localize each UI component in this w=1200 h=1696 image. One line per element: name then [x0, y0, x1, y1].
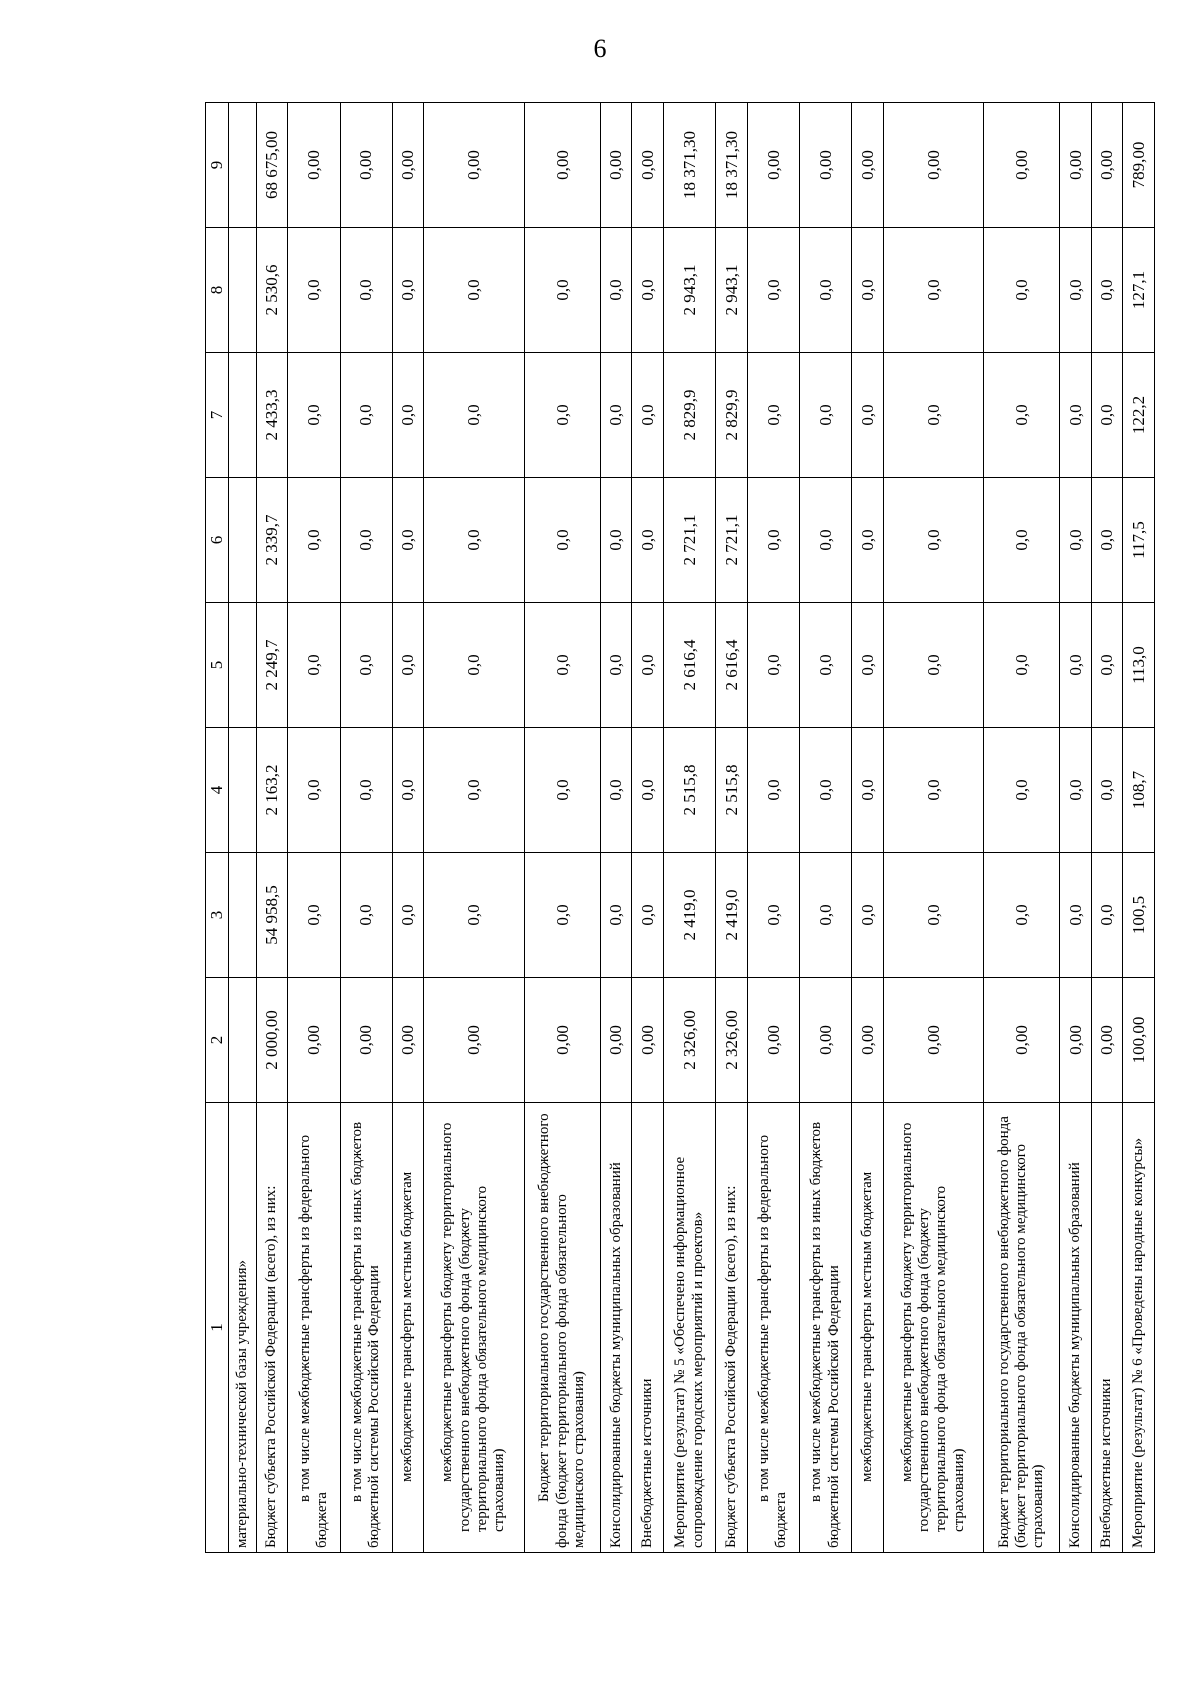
- value-cell-col-3: 0,0: [424, 853, 524, 978]
- value-cell-col-3: 2 419,0: [663, 853, 715, 978]
- value-cell-col-8: 0,0: [340, 228, 392, 353]
- table-row: [663, 103, 715, 1553]
- table-row: [524, 103, 600, 1553]
- column-header-6: 6: [206, 478, 229, 603]
- value-cell-col-9: 68 675,00: [256, 103, 287, 228]
- value-cell-col-2: 2 326,00: [663, 978, 715, 1103]
- value-cell-col-8: 2 943,1: [663, 228, 715, 353]
- table-row: [883, 103, 983, 1553]
- value-cell-col-7: 0,0: [747, 353, 799, 478]
- table-row: [392, 103, 423, 1553]
- value-cell-col-3: [228, 853, 256, 978]
- value-cell-col-4: 0,0: [883, 728, 983, 853]
- value-cell-col-2: 0,00: [747, 978, 799, 1103]
- value-cell-col-4: 2 515,8: [716, 728, 747, 853]
- value-cell-col-9: 0,00: [799, 103, 851, 228]
- value-cell-col-5: 2 249,7: [256, 603, 287, 728]
- column-header-9: 9: [206, 103, 229, 228]
- row-label: межбюджетные трансферты бюджету территориального государственного внебюджетного фонда (бюджету территориального фонда обязательного медицинского страхования): [424, 1103, 524, 1553]
- value-cell-col-9: 789,00: [1123, 103, 1155, 228]
- value-cell-col-5: [228, 603, 256, 728]
- table-row: [228, 103, 256, 1553]
- value-cell-col-8: 0,0: [799, 228, 851, 353]
- value-cell-col-8: 0,0: [883, 228, 983, 353]
- value-cell-col-7: 0,0: [392, 353, 423, 478]
- column-header-7: 7: [206, 353, 229, 478]
- value-cell-col-6: 0,0: [1091, 478, 1122, 603]
- value-cell-col-3: 2 419,0: [716, 853, 747, 978]
- header-row: [206, 103, 229, 1553]
- value-cell-col-7: 2 829,9: [663, 353, 715, 478]
- value-cell-col-6: 0,0: [392, 478, 423, 603]
- value-cell-col-9: 0,00: [601, 103, 632, 228]
- value-cell-col-2: 0,00: [883, 978, 983, 1103]
- value-cell-col-4: 108,7: [1123, 728, 1155, 853]
- row-label: в том числе межбюджетные трансферты из иных бюджетов бюджетной системы Российской Федерации: [799, 1103, 851, 1553]
- table-row: [256, 103, 287, 1553]
- row-label: Консолидированные бюджеты муниципальных образований: [1060, 1103, 1091, 1553]
- value-cell-col-2: 0,00: [632, 978, 663, 1103]
- value-cell-col-2: 0,00: [984, 978, 1060, 1103]
- value-cell-col-4: 0,0: [424, 728, 524, 853]
- value-cell-col-8: 0,0: [632, 228, 663, 353]
- value-cell-col-7: 0,0: [1060, 353, 1091, 478]
- value-cell-col-2: 0,00: [288, 978, 340, 1103]
- value-cell-col-9: 0,00: [392, 103, 423, 228]
- value-cell-col-4: 0,0: [288, 728, 340, 853]
- value-cell-col-7: 0,0: [524, 353, 600, 478]
- value-cell-col-7: 0,0: [424, 353, 524, 478]
- value-cell-col-9: 0,00: [340, 103, 392, 228]
- value-cell-col-4: 2 163,2: [256, 728, 287, 853]
- value-cell-col-2: [228, 978, 256, 1103]
- column-header-5: 5: [206, 603, 229, 728]
- value-cell-col-5: 0,0: [799, 603, 851, 728]
- table-row: [747, 103, 799, 1553]
- value-cell-col-2: 0,00: [340, 978, 392, 1103]
- row-label: Бюджет территориального государственного внебюджетного фонда (бюджет территориального фонда обязательного медицинского страхования): [524, 1103, 600, 1553]
- value-cell-col-7: 0,0: [852, 353, 883, 478]
- value-cell-col-3: 0,0: [747, 853, 799, 978]
- value-cell-col-7: 0,0: [288, 353, 340, 478]
- value-cell-col-6: 0,0: [632, 478, 663, 603]
- column-header-2: 2: [206, 978, 229, 1103]
- table-row: [340, 103, 392, 1553]
- value-cell-col-5: 0,0: [340, 603, 392, 728]
- value-cell-col-4: 0,0: [392, 728, 423, 853]
- value-cell-col-4: 0,0: [524, 728, 600, 853]
- row-label: межбюджетные трансферты местным бюджетам: [852, 1103, 883, 1553]
- value-cell-col-9: 0,00: [288, 103, 340, 228]
- value-cell-col-8: 0,0: [288, 228, 340, 353]
- row-label: межбюджетные трансферты местным бюджетам: [392, 1103, 423, 1553]
- column-header-3: 3: [206, 853, 229, 978]
- value-cell-col-5: 0,0: [601, 603, 632, 728]
- value-cell-col-9: 0,00: [524, 103, 600, 228]
- value-cell-col-3: 0,0: [524, 853, 600, 978]
- value-cell-col-2: 2 000,00: [256, 978, 287, 1103]
- table-body: [228, 103, 1154, 1553]
- value-cell-col-5: 0,0: [984, 603, 1060, 728]
- value-cell-col-6: 0,0: [1060, 478, 1091, 603]
- value-cell-col-7: 0,0: [340, 353, 392, 478]
- value-cell-col-6: 2 721,1: [663, 478, 715, 603]
- value-cell-col-3: 0,0: [340, 853, 392, 978]
- value-cell-col-8: 2 943,1: [716, 228, 747, 353]
- value-cell-col-3: 54 958,5: [256, 853, 287, 978]
- table-row: [601, 103, 632, 1553]
- value-cell-col-9: 0,00: [424, 103, 524, 228]
- value-cell-col-2: 100,00: [1123, 978, 1155, 1103]
- value-cell-col-4: [228, 728, 256, 853]
- row-label: Внебюджетные источники: [1091, 1103, 1122, 1553]
- value-cell-col-8: 0,0: [524, 228, 600, 353]
- row-label: межбюджетные трансферты бюджету территориального государственного внебюджетного фонда (бюджету территориального фонда обязательного медицинского страхования): [883, 1103, 983, 1553]
- value-cell-col-5: 0,0: [392, 603, 423, 728]
- value-cell-col-5: 0,0: [883, 603, 983, 728]
- column-header-1: 1: [206, 1103, 229, 1553]
- value-cell-col-6: 0,0: [601, 478, 632, 603]
- value-cell-col-2: 2 326,00: [716, 978, 747, 1103]
- row-label: Мероприятие (результат) № 5 «Обеспечено информационное сопровождение городских мероприятий и проектов»: [663, 1103, 715, 1553]
- value-cell-col-2: 0,00: [799, 978, 851, 1103]
- value-cell-col-2: 0,00: [1060, 978, 1091, 1103]
- row-label: Бюджет территориального государственного внебюджетного фонда (бюджет территориального фонда обязательного медицинского страхования): [984, 1103, 1060, 1553]
- value-cell-col-2: 0,00: [392, 978, 423, 1103]
- value-cell-col-2: 0,00: [601, 978, 632, 1103]
- value-cell-col-2: 0,00: [852, 978, 883, 1103]
- value-cell-col-8: 0,0: [1060, 228, 1091, 353]
- value-cell-col-5: 0,0: [524, 603, 600, 728]
- rotated-table-container: [205, 103, 1155, 1553]
- column-header-4: 4: [206, 728, 229, 853]
- value-cell-col-8: 0,0: [747, 228, 799, 353]
- value-cell-col-6: 0,0: [524, 478, 600, 603]
- value-cell-col-7: 122,2: [1123, 353, 1155, 478]
- value-cell-col-9: [228, 103, 256, 228]
- value-cell-col-6: 0,0: [424, 478, 524, 603]
- value-cell-col-5: 0,0: [1091, 603, 1122, 728]
- value-cell-col-5: 0,0: [852, 603, 883, 728]
- value-cell-col-8: 0,0: [852, 228, 883, 353]
- value-cell-col-6: 0,0: [340, 478, 392, 603]
- table-row: [1091, 103, 1122, 1553]
- table-row: [1060, 103, 1091, 1553]
- value-cell-col-4: 2 515,8: [663, 728, 715, 853]
- row-label: Мероприятие (результат) № 6 «Проведены народные конкурсы»: [1123, 1103, 1155, 1553]
- row-label: Бюджет субъекта Российской Федерации (всего), из них:: [716, 1103, 747, 1553]
- value-cell-col-9: 0,00: [1060, 103, 1091, 228]
- value-cell-col-4: 0,0: [632, 728, 663, 853]
- value-cell-col-9: 0,00: [883, 103, 983, 228]
- value-cell-col-6: 0,0: [984, 478, 1060, 603]
- value-cell-col-9: 0,00: [632, 103, 663, 228]
- value-cell-col-3: 0,0: [984, 853, 1060, 978]
- value-cell-col-4: 0,0: [340, 728, 392, 853]
- value-cell-col-8: [228, 228, 256, 353]
- value-cell-col-3: 0,0: [632, 853, 663, 978]
- row-label: в том числе межбюджетные трансферты из иных бюджетов бюджетной системы Российской Федерации: [340, 1103, 392, 1553]
- value-cell-col-3: 0,0: [1091, 853, 1122, 978]
- value-cell-col-8: 2 530,6: [256, 228, 287, 353]
- value-cell-col-5: 0,0: [424, 603, 524, 728]
- value-cell-col-2: 0,00: [524, 978, 600, 1103]
- value-cell-col-2: 0,00: [424, 978, 524, 1103]
- value-cell-col-4: 0,0: [1091, 728, 1122, 853]
- row-label: материально-технической базы учреждения»: [228, 1103, 256, 1553]
- value-cell-col-3: 0,0: [1060, 853, 1091, 978]
- budget-table: [205, 102, 1155, 1553]
- value-cell-col-5: 0,0: [632, 603, 663, 728]
- value-cell-col-6: 0,0: [288, 478, 340, 603]
- value-cell-col-4: 0,0: [1060, 728, 1091, 853]
- row-label: Консолидированные бюджеты муниципальных образований: [601, 1103, 632, 1553]
- value-cell-col-3: 0,0: [392, 853, 423, 978]
- value-cell-col-3: 100,5: [1123, 853, 1155, 978]
- row-label: Внебюджетные источники: [632, 1103, 663, 1553]
- value-cell-col-9: 0,00: [852, 103, 883, 228]
- value-cell-col-7: 2 433,3: [256, 353, 287, 478]
- value-cell-col-6: 2 339,7: [256, 478, 287, 603]
- value-cell-col-7: [228, 353, 256, 478]
- page-number: 6: [593, 34, 607, 63]
- value-cell-col-3: 0,0: [601, 853, 632, 978]
- value-cell-col-3: 0,0: [883, 853, 983, 978]
- row-label: Бюджет субъекта Российской Федерации (всего), из них:: [256, 1103, 287, 1553]
- value-cell-col-4: 0,0: [747, 728, 799, 853]
- value-cell-col-7: 0,0: [883, 353, 983, 478]
- value-cell-col-6: 0,0: [799, 478, 851, 603]
- table-row: [288, 103, 340, 1553]
- value-cell-col-7: 2 829,9: [716, 353, 747, 478]
- value-cell-col-9: 18 371,30: [716, 103, 747, 228]
- value-cell-col-4: 0,0: [984, 728, 1060, 853]
- value-cell-col-5: 113,0: [1123, 603, 1155, 728]
- table-row: [799, 103, 851, 1553]
- value-cell-col-5: 0,0: [288, 603, 340, 728]
- row-label: в том числе межбюджетные трансферты из федерального бюджета: [747, 1103, 799, 1553]
- table-row: [984, 103, 1060, 1553]
- table-row: [716, 103, 747, 1553]
- value-cell-col-3: 0,0: [799, 853, 851, 978]
- value-cell-col-4: 0,0: [601, 728, 632, 853]
- value-cell-col-7: 0,0: [601, 353, 632, 478]
- value-cell-col-9: 0,00: [1091, 103, 1122, 228]
- value-cell-col-8: 0,0: [601, 228, 632, 353]
- value-cell-col-3: 0,0: [852, 853, 883, 978]
- value-cell-col-7: 0,0: [984, 353, 1060, 478]
- value-cell-col-6: 2 721,1: [716, 478, 747, 603]
- value-cell-col-8: 0,0: [984, 228, 1060, 353]
- value-cell-col-5: 2 616,4: [716, 603, 747, 728]
- value-cell-col-6: 0,0: [852, 478, 883, 603]
- value-cell-col-9: 18 371,30: [663, 103, 715, 228]
- value-cell-col-8: 127,1: [1123, 228, 1155, 353]
- value-cell-col-3: 0,0: [288, 853, 340, 978]
- value-cell-col-9: 0,00: [747, 103, 799, 228]
- value-cell-col-2: 0,00: [1091, 978, 1122, 1103]
- value-cell-col-6: 117,5: [1123, 478, 1155, 603]
- value-cell-col-4: 0,0: [852, 728, 883, 853]
- value-cell-col-9: 0,00: [984, 103, 1060, 228]
- value-cell-col-5: 0,0: [747, 603, 799, 728]
- table-row: [1123, 103, 1155, 1553]
- value-cell-col-8: 0,0: [392, 228, 423, 353]
- value-cell-col-5: 2 616,4: [663, 603, 715, 728]
- value-cell-col-7: 0,0: [632, 353, 663, 478]
- value-cell-col-5: 0,0: [1060, 603, 1091, 728]
- value-cell-col-7: 0,0: [799, 353, 851, 478]
- table-row: [852, 103, 883, 1553]
- value-cell-col-7: 0,0: [1091, 353, 1122, 478]
- table-row: [632, 103, 663, 1553]
- value-cell-col-8: 0,0: [424, 228, 524, 353]
- value-cell-col-6: 0,0: [883, 478, 983, 603]
- value-cell-col-4: 0,0: [799, 728, 851, 853]
- value-cell-col-8: 0,0: [1091, 228, 1122, 353]
- column-header-8: 8: [206, 228, 229, 353]
- row-label: в том числе межбюджетные трансферты из федерального бюджета: [288, 1103, 340, 1553]
- table-row: [424, 103, 524, 1553]
- value-cell-col-6: 0,0: [747, 478, 799, 603]
- value-cell-col-6: [228, 478, 256, 603]
